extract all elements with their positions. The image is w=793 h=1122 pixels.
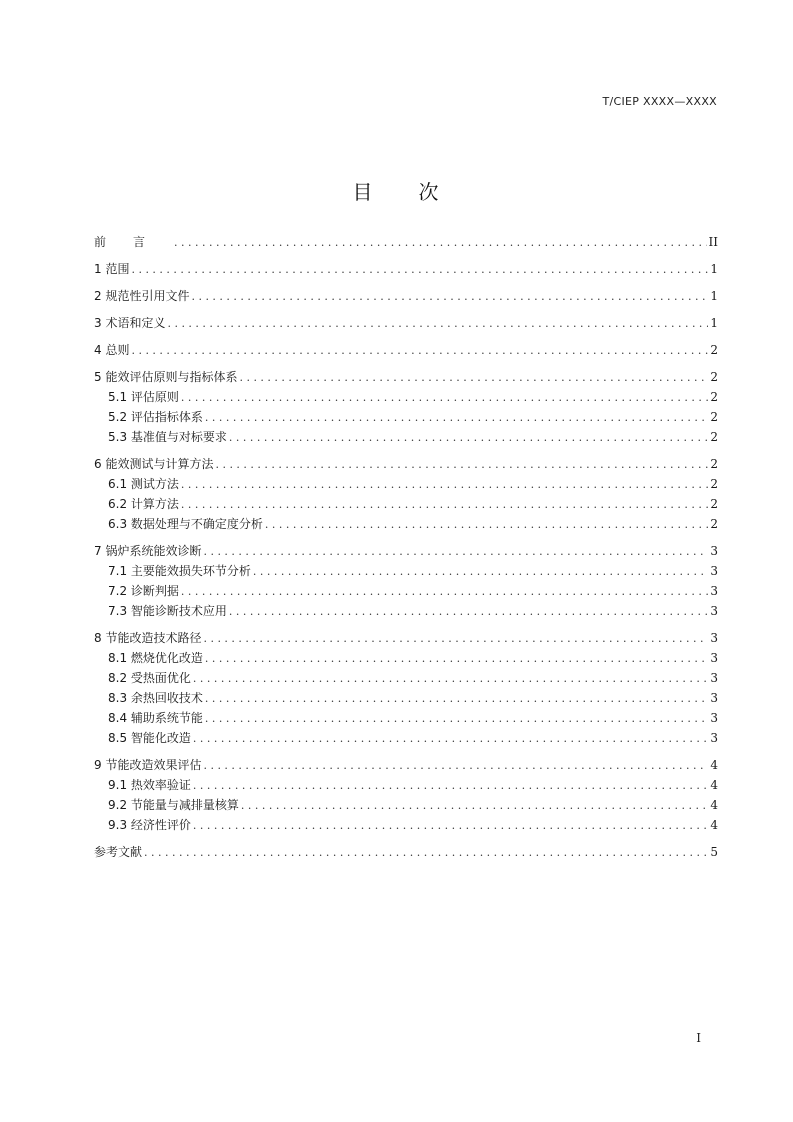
toc-leader-dots xyxy=(215,455,708,475)
toc-leader-dots xyxy=(205,649,708,669)
toc-entry[interactable] xyxy=(94,581,718,601)
toc-entry[interactable] xyxy=(94,514,718,534)
toc-entry[interactable] xyxy=(94,367,718,387)
toc-leader-dots xyxy=(205,408,708,428)
toc-entry-page: 1 xyxy=(710,316,718,330)
toc-entry-label: 6 能效测试与计算方法 xyxy=(94,457,214,471)
toc-entry-page: 4 xyxy=(710,798,718,812)
toc-entry-page: 4 xyxy=(710,818,718,832)
toc-entry[interactable] xyxy=(94,728,718,748)
toc-entry-label: 前言 xyxy=(94,235,173,249)
toc-entry[interactable] xyxy=(94,648,718,668)
toc-entry-label: 9 节能改造效果评估 xyxy=(94,758,202,772)
toc-entry-label: 参考文献 xyxy=(94,845,143,859)
toc-leader-dots xyxy=(203,629,708,649)
toc-entry[interactable] xyxy=(94,407,718,427)
toc-leader-dots xyxy=(167,314,708,334)
toc-leader-dots xyxy=(253,562,708,582)
toc-entry-label: 8.1 燃烧优化改造 xyxy=(108,651,203,665)
toc-entry[interactable] xyxy=(94,387,718,407)
toc-entry[interactable] xyxy=(94,313,718,333)
toc-entry[interactable] xyxy=(94,232,718,252)
toc-entry[interactable] xyxy=(94,454,718,474)
toc-entry-page: 4 xyxy=(710,778,718,792)
toc-leader-dots xyxy=(205,709,708,729)
toc-entry[interactable] xyxy=(94,755,718,775)
toc-entry[interactable] xyxy=(94,668,718,688)
toc-leader-dots xyxy=(181,475,708,495)
toc-entry[interactable] xyxy=(94,775,718,795)
toc-entry-label: 1 范围 xyxy=(94,262,130,276)
toc-entry-page: 3 xyxy=(710,544,718,558)
toc-entry[interactable] xyxy=(94,340,718,360)
toc-leader-dots xyxy=(181,388,708,408)
toc-entry-label: 4 总则 xyxy=(94,343,130,357)
toc-leader-dots xyxy=(265,515,708,535)
toc-leader-dots xyxy=(229,428,708,448)
toc-leader-dots xyxy=(229,602,708,622)
page-title: 目 次 xyxy=(352,180,441,204)
toc-entry-label: 7.3 智能诊断技术应用 xyxy=(108,604,227,618)
toc-entry-label: 9.2 节能量与减排量核算 xyxy=(108,798,239,812)
toc-entry-label: 8.2 受热面优化 xyxy=(108,671,191,685)
toc-entry[interactable] xyxy=(94,259,718,279)
toc-entry-page: 3 xyxy=(710,584,718,598)
toc-leader-dots xyxy=(193,729,708,749)
toc-entry-label: 5 能效评估原则与指标体系 xyxy=(94,370,238,384)
toc-entry[interactable] xyxy=(94,601,718,621)
toc-entry-page: 3 xyxy=(710,604,718,618)
toc-leader-dots xyxy=(191,287,708,307)
toc-entry-label: 3 术语和定义 xyxy=(94,316,166,330)
toc-leader-dots xyxy=(144,843,708,863)
document-code: T/CIEP XXXX—XXXX xyxy=(602,95,717,108)
toc-entry-label: 7 锅炉系统能效诊断 xyxy=(94,544,202,558)
toc-entry-page: 3 xyxy=(710,691,718,705)
toc-entry[interactable] xyxy=(94,842,718,862)
toc-entry-page: 3 xyxy=(710,671,718,685)
toc-entry[interactable] xyxy=(94,795,718,815)
toc-entry-label: 8 节能改造技术路径 xyxy=(94,631,202,645)
toc-entry-label: 5.3 基准值与对标要求 xyxy=(108,430,227,444)
toc-entry-page: 2 xyxy=(710,343,718,357)
toc-entry-page: 3 xyxy=(710,564,718,578)
toc-entry-page: 2 xyxy=(710,410,718,424)
toc-entry-page: 1 xyxy=(710,289,718,303)
toc-entry-page: 3 xyxy=(710,711,718,725)
toc-leader-dots xyxy=(205,689,708,709)
toc-leader-dots xyxy=(203,542,708,562)
toc-entry[interactable] xyxy=(94,286,718,306)
toc-entry-page: 5 xyxy=(710,845,718,859)
toc-entry-label: 5.1 评估原则 xyxy=(108,390,179,404)
toc-entry-label: 8.5 智能化改造 xyxy=(108,731,191,745)
toc-leader-dots xyxy=(131,341,708,361)
toc-entry-page: II xyxy=(708,235,718,249)
toc-leader-dots xyxy=(193,816,708,836)
toc-entry-page: 2 xyxy=(710,457,718,471)
toc-leader-dots xyxy=(131,260,708,280)
toc-entry[interactable] xyxy=(94,494,718,514)
toc-entry-label: 8.3 余热回收技术 xyxy=(108,691,203,705)
toc-entry-page: 4 xyxy=(710,758,718,772)
toc-entry-page: 2 xyxy=(710,497,718,511)
toc-entry-label: 6.2 计算方法 xyxy=(108,497,179,511)
toc-entry-label: 9.3 经济性评价 xyxy=(108,818,191,832)
page-number: I xyxy=(696,1031,701,1045)
toc-entry-label: 8.4 辅助系统节能 xyxy=(108,711,203,725)
toc-leader-dots xyxy=(193,776,708,796)
toc-entry[interactable] xyxy=(94,474,718,494)
toc-entry[interactable] xyxy=(94,628,718,648)
toc-entry[interactable] xyxy=(94,688,718,708)
toc-entry-label: 5.2 评估指标体系 xyxy=(108,410,203,424)
toc-entry-page: 3 xyxy=(710,731,718,745)
toc-entry[interactable] xyxy=(94,815,718,835)
toc-entry[interactable] xyxy=(94,427,718,447)
toc-entry-page: 2 xyxy=(710,477,718,491)
toc-leader-dots xyxy=(193,669,708,689)
toc-entry-label: 2 规范性引用文件 xyxy=(94,289,190,303)
toc-entry-page: 2 xyxy=(710,390,718,404)
toc-leader-dots xyxy=(174,233,707,253)
toc-entry-label: 6.3 数据处理与不确定度分析 xyxy=(108,517,263,531)
toc-entry-page: 2 xyxy=(710,370,718,384)
toc-entry-page: 1 xyxy=(710,262,718,276)
toc-leader-dots xyxy=(181,582,708,602)
toc-leader-dots xyxy=(241,796,708,816)
toc-entry[interactable] xyxy=(94,541,718,561)
table-of-contents xyxy=(94,232,718,862)
toc-entry-page: 2 xyxy=(710,430,718,444)
toc-entry-page: 2 xyxy=(710,517,718,531)
toc-leader-dots xyxy=(203,756,708,776)
toc-entry-page: 3 xyxy=(710,651,718,665)
toc-entry-label: 9.1 热效率验证 xyxy=(108,778,191,792)
toc-entry[interactable] xyxy=(94,708,718,728)
toc-entry-page: 3 xyxy=(710,631,718,645)
toc-entry-label: 7.1 主要能效损失环节分析 xyxy=(108,564,251,578)
toc-entry[interactable] xyxy=(94,561,718,581)
toc-entry-label: 6.1 测试方法 xyxy=(108,477,179,491)
toc-entry-label: 7.2 诊断判据 xyxy=(108,584,179,598)
toc-leader-dots xyxy=(239,368,708,388)
toc-leader-dots xyxy=(181,495,708,515)
